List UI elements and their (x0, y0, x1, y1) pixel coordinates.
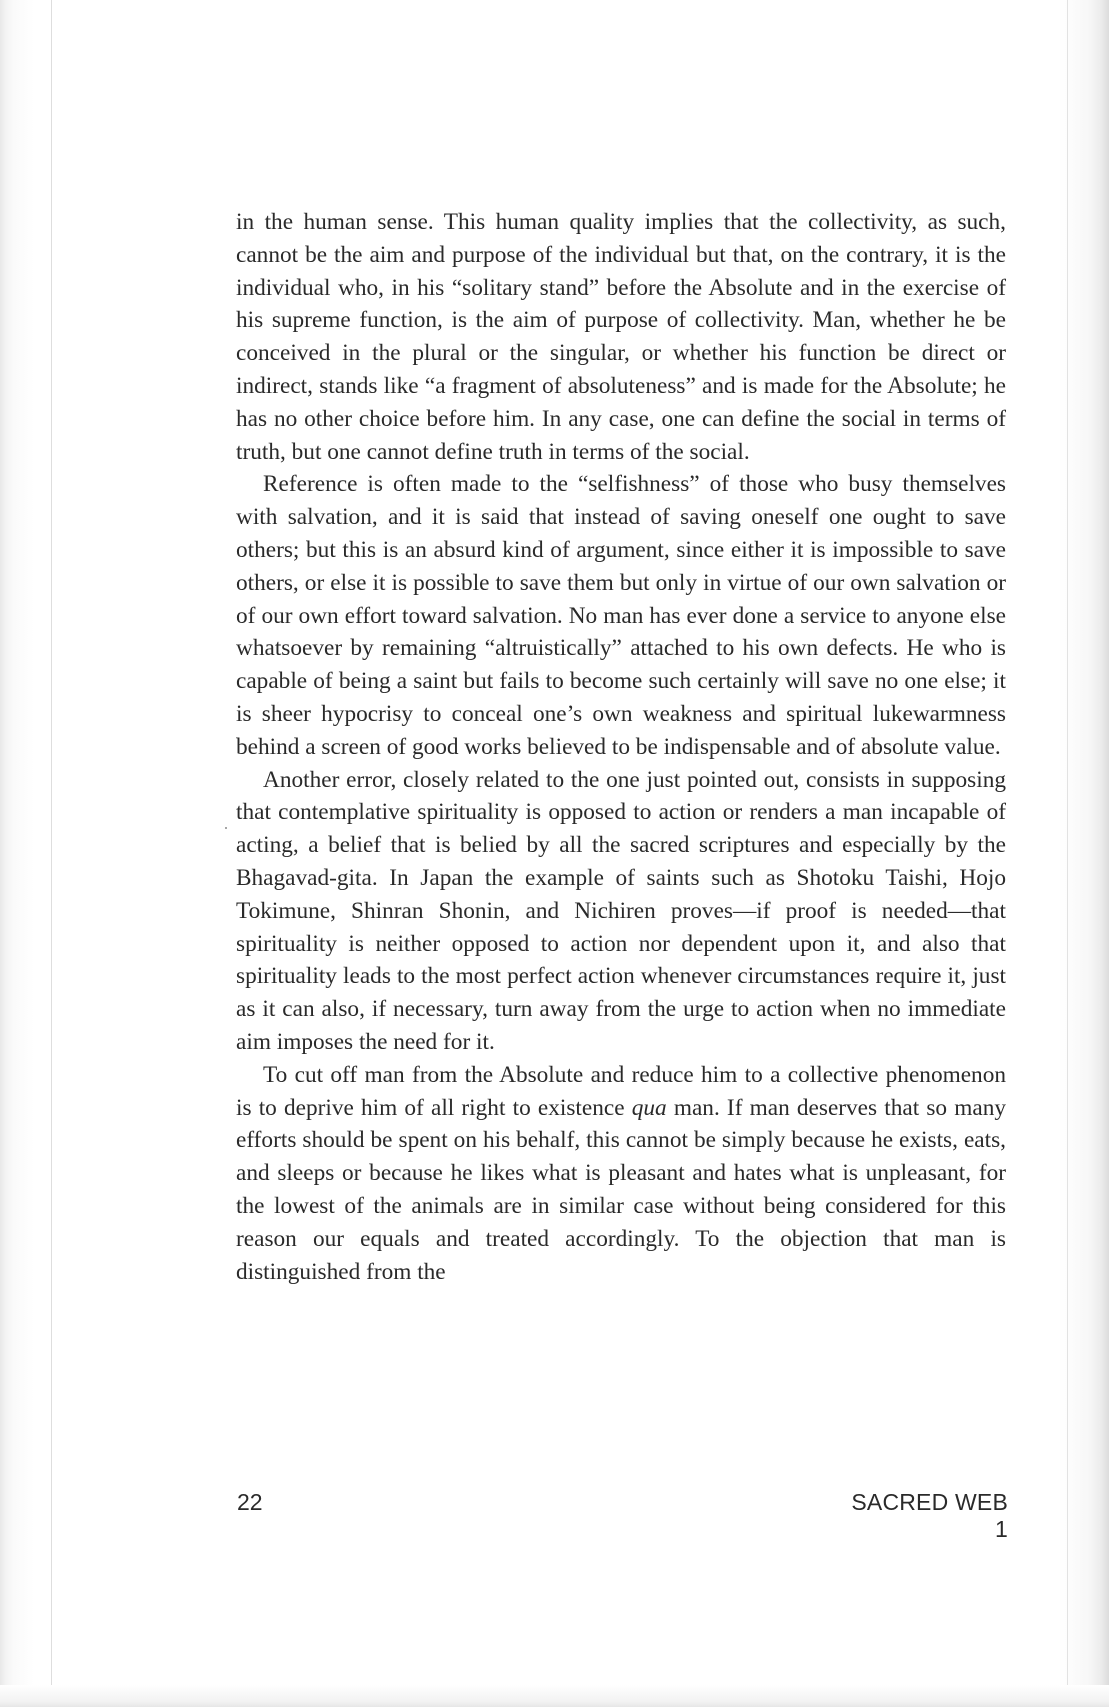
page-edge-left (0, 0, 58, 1707)
body-text (236, 206, 1006, 1288)
running-title: SACRED WEB 1 (851, 1489, 1008, 1542)
page-edge-right (1049, 0, 1109, 1707)
margin-speck (225, 827, 227, 829)
paragraph-4-text-before: To cut off man from the Absolute and reduce him to a collective phenomenon is to deprive him of all right to existence (236, 1061, 1006, 1121)
paragraph-1: in the human sense. This human quality implies that the collectivity, as such, cannot be the aim and purpose of the individual but that, on the contrary, it is the individual who, in his “solitary stand” before the Absolute and in the exercise of his supreme function, is the aim of purpose of collectivity. Man, whether he be conceived in the plural or the singular, or whether his function be direct or indirect, stands like “a fragment of absoluteness” and is made for the Absolute; he has no other choice before him. In any case, one can define the social in terms of truth, but one cannot define truth in terms of the social. (236, 209, 1006, 465)
italic-qua: qua (631, 1094, 667, 1121)
paragraph-4 (236, 1059, 1006, 1289)
page-number: 22 (237, 1489, 263, 1515)
paragraph-4-text-after: man. If man deserves that so many efforts should be spent on his behalf, this cannot be simply because he exists, eats, and sleeps or because he likes what is pleasant and hates what is unpleasant, for the lowest of the animals are in similar case without being considered for this reason our equals and treated accordingly. To the objection that man is distinguished from the (236, 1094, 1006, 1285)
page-edge-bottom (0, 1685, 1109, 1707)
paragraph-2: Reference is often made to the “selfishness” of those who busy themselves with salvation, and it is said that instead of saving oneself one ought to save others; but this is an absurd kind of argument, since either it is impossible to save others, or else it is possible to save them but only in virtue of our own salvation or of our own effort toward salvation. No man has ever done a service to anyone else whatsoever by remaining “altruistically” attached to his own defects. He who is capable of being a saint but fails to become such certainly will save no one else; it is sheer hypocrisy to conceal one’s own weakness and spiritual lukewarmness behind a screen of good works believed to be indispensable and of absolute value. (236, 471, 1006, 760)
paragraph-3: Another error, closely related to the one just pointed out, consists in supposing that contemplative spirituality is opposed to action or renders a man incapable of acting, a belief that is belied by all the sacred scriptures and especially by the Bhagavad-gita. In Japan the example of saints such as Shotoku Taishi, Hojo Tokimune, Shinran Shonin, and Nichiren proves—if proof is needed—that spirituality is neither opposed to action nor dependent upon it, and also that spirituality leads to the most perfect action whenever circumstances require it, just as it can also, if necessary, turn away from the urge to action when no immediate aim imposes the need for it. (236, 766, 1006, 1055)
